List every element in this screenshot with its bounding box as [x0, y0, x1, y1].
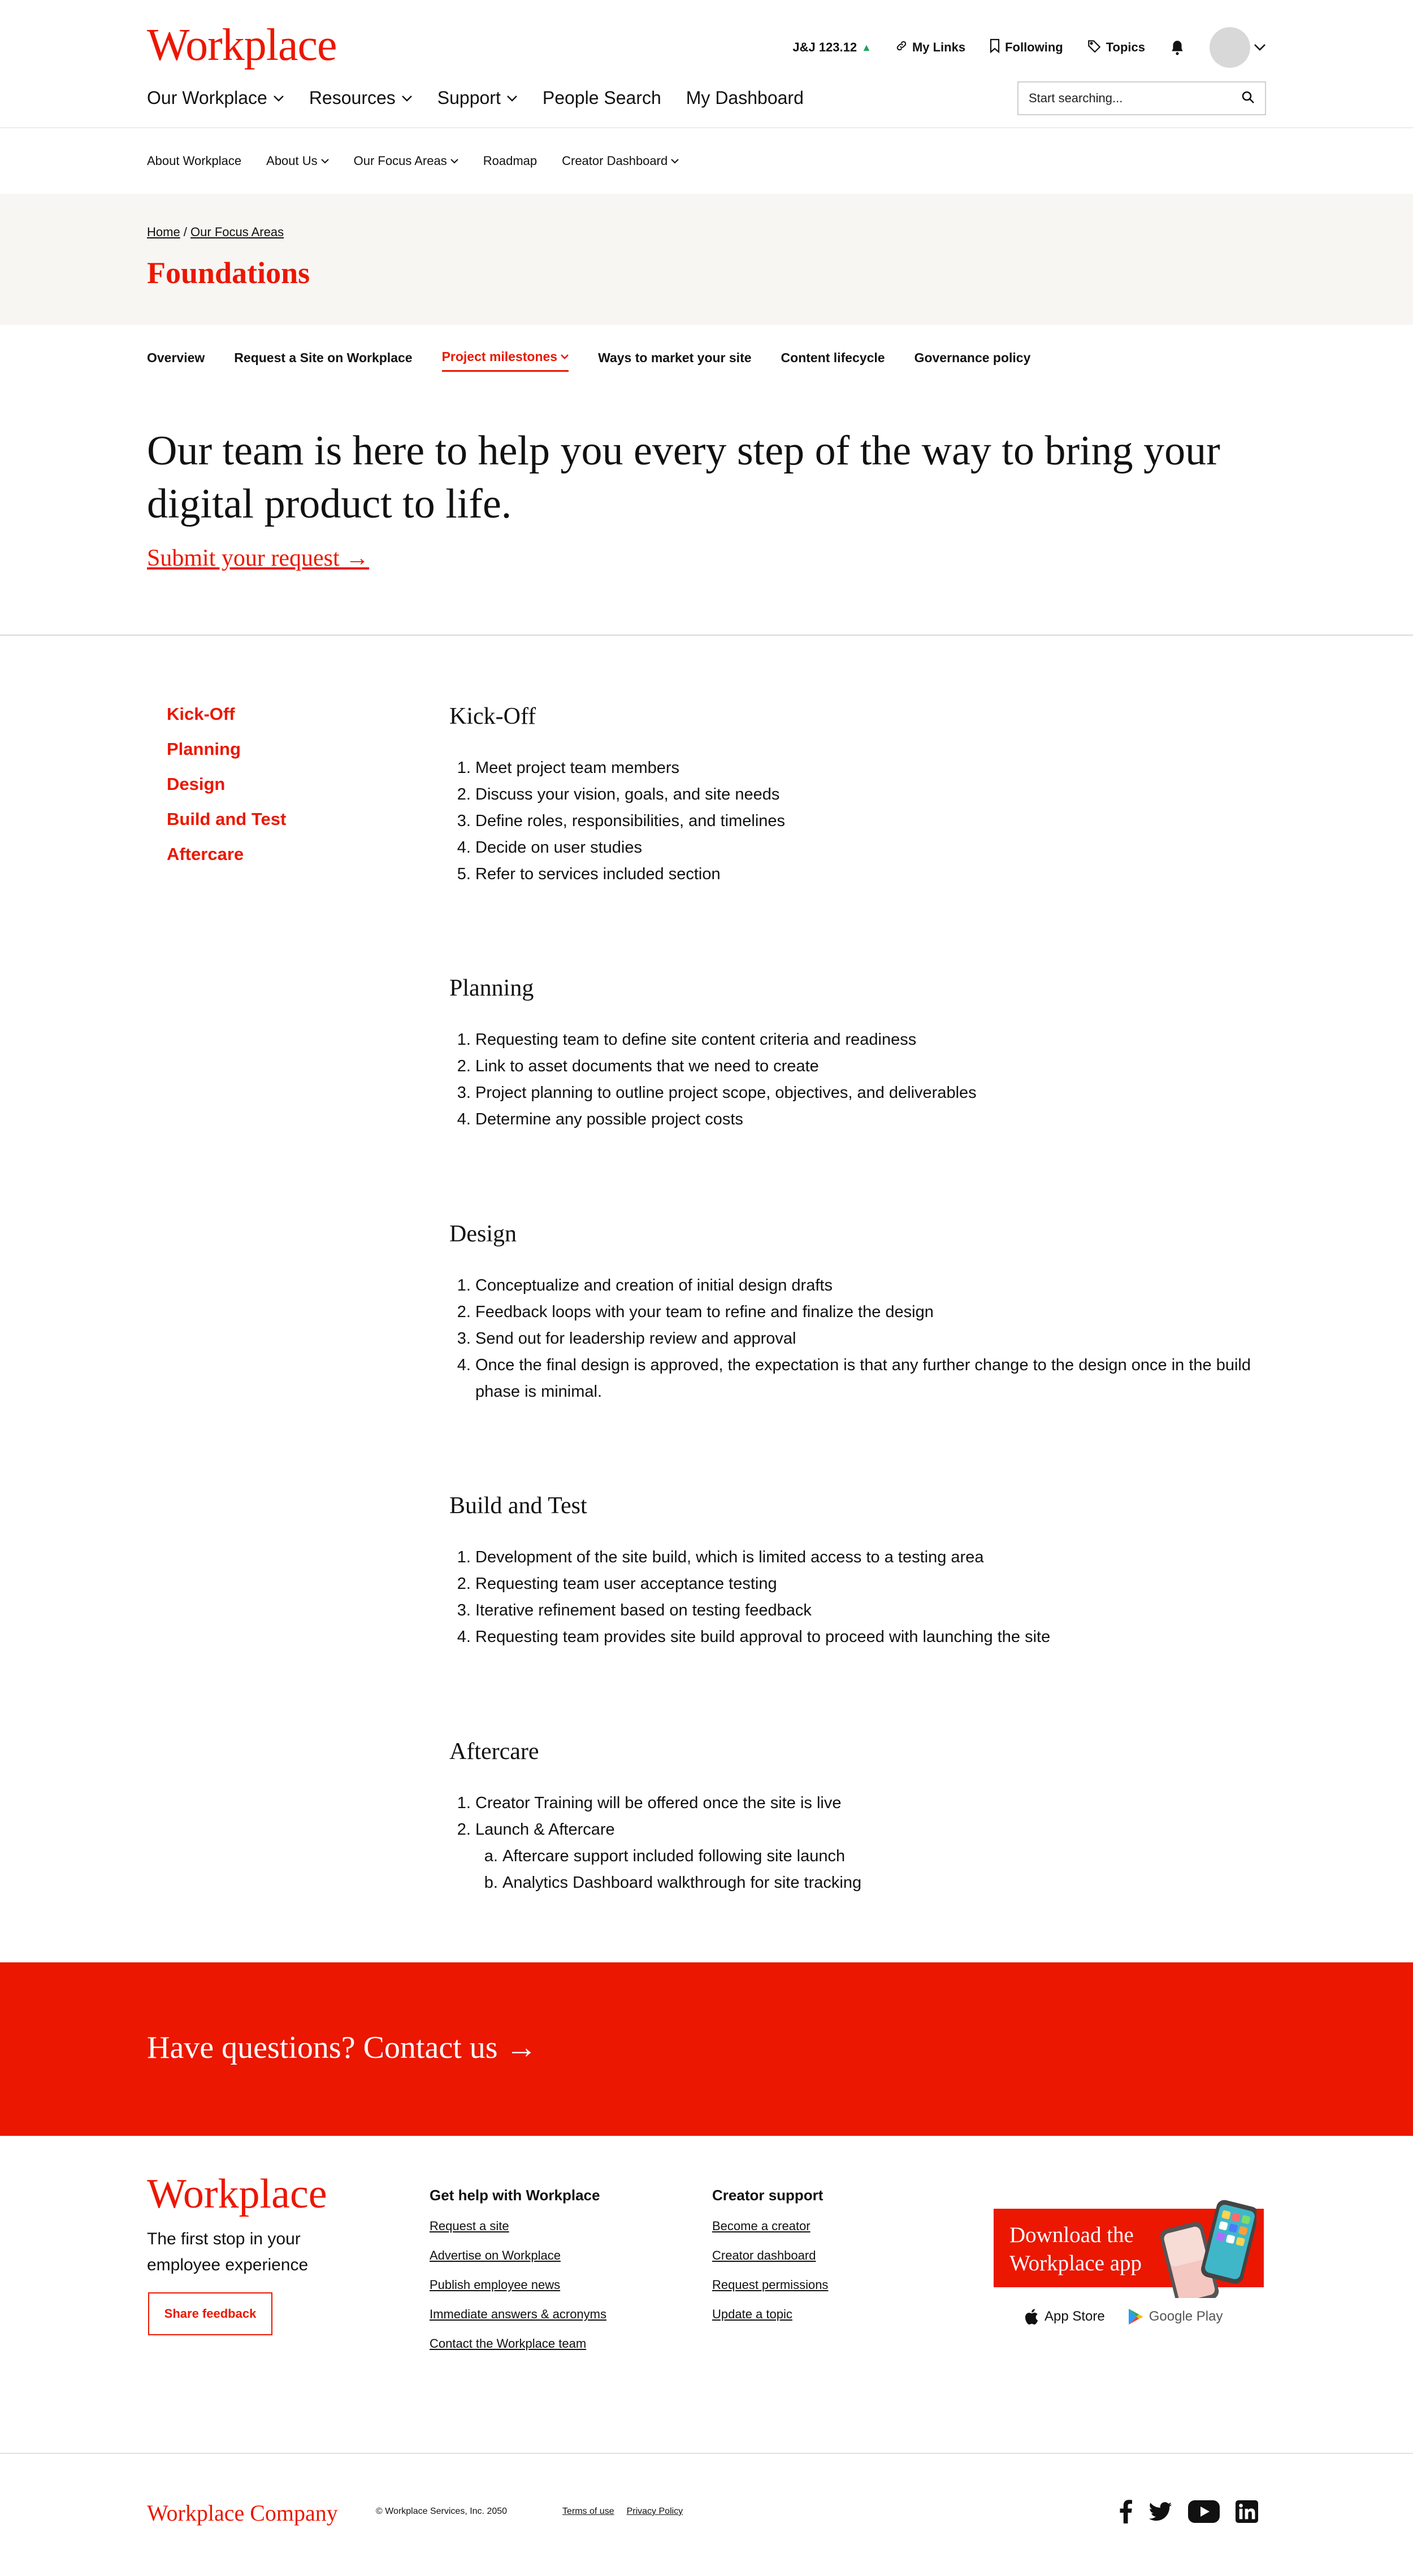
chevron-down-icon [401, 95, 413, 102]
list-item: 3. Send out for leadership review and approval [475, 1326, 1252, 1352]
section-title: Design [449, 1221, 517, 1247]
sidenav-kickoff[interactable]: Kick-Off [167, 704, 235, 724]
subnav-label: Our Focus Areas [353, 154, 447, 168]
list-item-label: Launch & Aftercare [475, 1821, 615, 1839]
list-item: 1. Development of the site build, which is limited access to a testing area [475, 1544, 1252, 1571]
list-item: 1. Conceptualize and creation of initial design drafts [475, 1272, 1252, 1299]
app-store-label: App Store [1044, 2309, 1105, 2324]
share-feedback-button[interactable]: Share feedback [148, 2292, 272, 2335]
milestone-side-nav [167, 704, 286, 865]
tab-ways-to-market[interactable]: Ways to market your site [598, 350, 752, 365]
nav-label: My Dashboard [686, 88, 804, 108]
subnav-roadmap[interactable] [483, 154, 537, 168]
footer-column-title: Get help with Workplace [430, 2187, 600, 2204]
list-item: 3. Project planning to outline project scope, objectives, and deliverables [475, 1080, 1252, 1106]
chevron-down-icon [1254, 40, 1266, 55]
list-item: 2. Discuss your vision, goals, and site needs [475, 781, 1252, 808]
topics-label: Topics [1106, 40, 1145, 54]
footer-creator-column [712, 2187, 828, 2336]
footer-link[interactable]: Update a topic [712, 2307, 792, 2321]
youtube-icon[interactable] [1188, 2500, 1220, 2523]
nav-label: Resources [309, 88, 396, 108]
list-item: 5. Refer to services included section [475, 861, 1252, 888]
section-aftercare [449, 1738, 1252, 1896]
subnav-label: About Us [266, 154, 318, 168]
list-item: 2. Feedback loops with your team to refine and finalize the design [475, 1299, 1252, 1326]
download-app-line2: Workplace app [1009, 2251, 1142, 2275]
footer-link[interactable]: Contact the Workplace team [430, 2336, 587, 2351]
subnav-label: Creator Dashboard [562, 154, 668, 168]
subnav-label: Roadmap [483, 154, 538, 168]
list-item: 4. Requesting team provides site build approval to proceed with launching the site [475, 1624, 1252, 1650]
chevron-down-icon [273, 95, 284, 102]
section-title: Kick-Off [449, 703, 536, 729]
search-input[interactable] [1029, 91, 1221, 106]
section-kickoff [449, 703, 1252, 888]
divider [0, 635, 1413, 636]
search-box [1017, 81, 1266, 115]
section-title: Aftercare [449, 1739, 539, 1765]
download-app-card[interactable] [994, 2209, 1264, 2287]
contact-us-link[interactable]: Have questions? Contact us → [147, 2030, 538, 2065]
list-item: 2. Requesting team user acceptance testing [475, 1571, 1252, 1597]
sidenav-design[interactable]: Design [167, 774, 226, 794]
sub-list-item: a. Aftercare support included following site launch [502, 1843, 1252, 1870]
search-icon[interactable] [1241, 90, 1255, 107]
sub-list [475, 1843, 1252, 1896]
nav-our-workplace[interactable] [147, 88, 284, 108]
tab-governance-policy[interactable]: Governance policy [914, 350, 1031, 365]
social-links [1119, 2500, 1258, 2523]
footer-column-title: Creator support [712, 2187, 823, 2204]
sidenav-build-and-test[interactable]: Build and Test [167, 809, 287, 829]
site-header [0, 0, 1413, 128]
section-build-and-test [449, 1492, 1252, 1650]
breadcrumb-current[interactable]: Our Focus Areas [190, 225, 284, 239]
notifications-bell-icon[interactable] [1169, 39, 1186, 56]
nav-my-dashboard[interactable] [686, 88, 804, 108]
nav-support[interactable] [437, 88, 518, 108]
subnav-creator-dashboard[interactable] [562, 154, 679, 168]
stock-ticker-label: J&J 123.12 [792, 40, 857, 54]
nav-label: People Search [542, 88, 661, 108]
tab-content-lifecycle[interactable]: Content lifecycle [781, 350, 885, 365]
milestone-list [449, 1027, 1252, 1133]
footer-tagline: The first stop in your employee experience [147, 2230, 309, 2274]
app-store-links [1023, 2308, 1223, 2326]
sidenav-planning[interactable]: Planning [167, 739, 241, 759]
subnav-label: About Workplace [147, 154, 242, 168]
list-item: 1. Meet project team members [475, 755, 1252, 781]
footer-link[interactable]: Immediate answers & acronyms [430, 2307, 606, 2321]
stock-ticker[interactable] [792, 40, 872, 55]
app-store-badge[interactable] [1023, 2308, 1105, 2326]
nav-people-search[interactable] [543, 88, 661, 108]
subnav-about-workplace[interactable] [147, 154, 241, 168]
account-menu[interactable] [1210, 27, 1266, 68]
page-title: Foundations [147, 256, 310, 290]
breadcrumb-home[interactable]: Home [147, 225, 180, 239]
footer-link[interactable]: Become a creator [712, 2219, 810, 2233]
nav-label: Our Workplace [147, 88, 267, 108]
list-item: 4. Determine any possible project costs [475, 1106, 1252, 1133]
stock-up-icon: ▲ [861, 41, 872, 53]
section-title: Build and Test [449, 1493, 587, 1519]
footer-link[interactable]: Request permissions [712, 2278, 829, 2292]
tab-label: Project milestones [441, 349, 558, 364]
facebook-icon[interactable] [1119, 2500, 1133, 2523]
nav-resources[interactable] [309, 88, 413, 108]
subnav-about-us[interactable] [266, 154, 329, 168]
chevron-down-icon [506, 95, 518, 102]
copyright: © Workplace Services, Inc. 2050 [376, 2507, 508, 2516]
link-icon [895, 40, 908, 55]
milestone-list [449, 755, 1252, 888]
section-title: Planning [449, 975, 534, 1001]
list-item: 4. Decide on user studies [475, 835, 1252, 861]
privacy-link[interactable]: Privacy Policy [626, 2507, 683, 2516]
chevron-down-icon [561, 354, 569, 359]
section-design [449, 1220, 1252, 1405]
my-links-link[interactable] [895, 40, 965, 55]
avatar [1210, 27, 1250, 68]
tab-request-site[interactable]: Request a Site on Workplace [234, 350, 413, 365]
utility-bar [792, 27, 1266, 68]
main-nav [147, 88, 804, 108]
terms-link[interactable]: Terms of use [562, 2507, 614, 2516]
apple-icon [1023, 2308, 1039, 2326]
footer-logo[interactable]: Workplace [147, 2171, 327, 2217]
my-links-label: My Links [912, 40, 966, 54]
list-item: 2. Link to asset documents that we need to create [475, 1053, 1252, 1080]
tag-icon [1087, 38, 1102, 57]
page-tabs [147, 349, 1030, 372]
twitter-icon[interactable] [1148, 2502, 1172, 2521]
milestone-list [449, 1544, 1252, 1650]
list-item: 3. Iterative refinement based on testing feedback [475, 1597, 1252, 1624]
chevron-down-icon [321, 159, 329, 164]
chevron-down-icon [671, 159, 679, 164]
following-link[interactable] [989, 38, 1063, 57]
breadcrumb-separator: / [180, 225, 191, 239]
linkedin-icon[interactable] [1236, 2500, 1258, 2523]
sidenav-aftercare[interactable]: Aftercare [167, 844, 244, 864]
list-item: 3. Define roles, responsibilities, and timelines [475, 808, 1252, 835]
subnav-our-focus-areas[interactable] [354, 154, 458, 168]
topics-link[interactable] [1087, 38, 1145, 57]
footer-link[interactable]: Publish employee news [430, 2278, 561, 2292]
google-play-icon [1128, 2308, 1143, 2325]
list-item: 1. Creator Training will be offered once the site is live [475, 1790, 1252, 1817]
footer-divider [0, 2453, 1413, 2454]
submit-request-link[interactable]: Submit your request → [147, 545, 370, 571]
tab-project-milestones[interactable] [442, 349, 569, 372]
legal-links [562, 2507, 683, 2517]
company-logo[interactable]: Workplace Company [147, 2500, 338, 2526]
download-app-text [1009, 2221, 1142, 2278]
footer-link[interactable]: Creator dashboard [712, 2248, 816, 2262]
download-app-line1: Download the [1009, 2223, 1134, 2247]
google-play-label: Google Play [1148, 2309, 1223, 2324]
sub-nav [147, 154, 679, 168]
footer-help-column [430, 2187, 606, 2366]
chevron-down-icon [450, 159, 458, 164]
milestone-list [449, 1272, 1252, 1405]
milestone-list [449, 1790, 1252, 1896]
google-play-badge[interactable] [1128, 2308, 1223, 2325]
site-logo[interactable]: Workplace [147, 20, 337, 70]
intro-headline: Our team is here to help you every step of the way to bring your digital product to life. [147, 428, 1220, 527]
list-item: 4. Once the final design is approved, the expectation is that any further change to the design once in the build phase is minimal. [475, 1352, 1252, 1405]
breadcrumb [147, 225, 284, 240]
list-item [475, 1817, 1252, 1896]
following-label: Following [1005, 40, 1063, 54]
nav-label: Support [437, 88, 501, 108]
list-item: 1. Requesting team to define site content criteria and readiness [475, 1027, 1252, 1053]
footer-link[interactable]: Request a site [430, 2219, 509, 2233]
bookmark-icon [989, 38, 1000, 57]
section-planning [449, 975, 1252, 1133]
tab-overview[interactable]: Overview [147, 350, 205, 365]
sub-list-item: b. Analytics Dashboard walkthrough for site tracking [502, 1870, 1252, 1896]
footer-link[interactable]: Advertise on Workplace [430, 2248, 561, 2262]
phone-illustration-icon [1155, 2196, 1256, 2298]
